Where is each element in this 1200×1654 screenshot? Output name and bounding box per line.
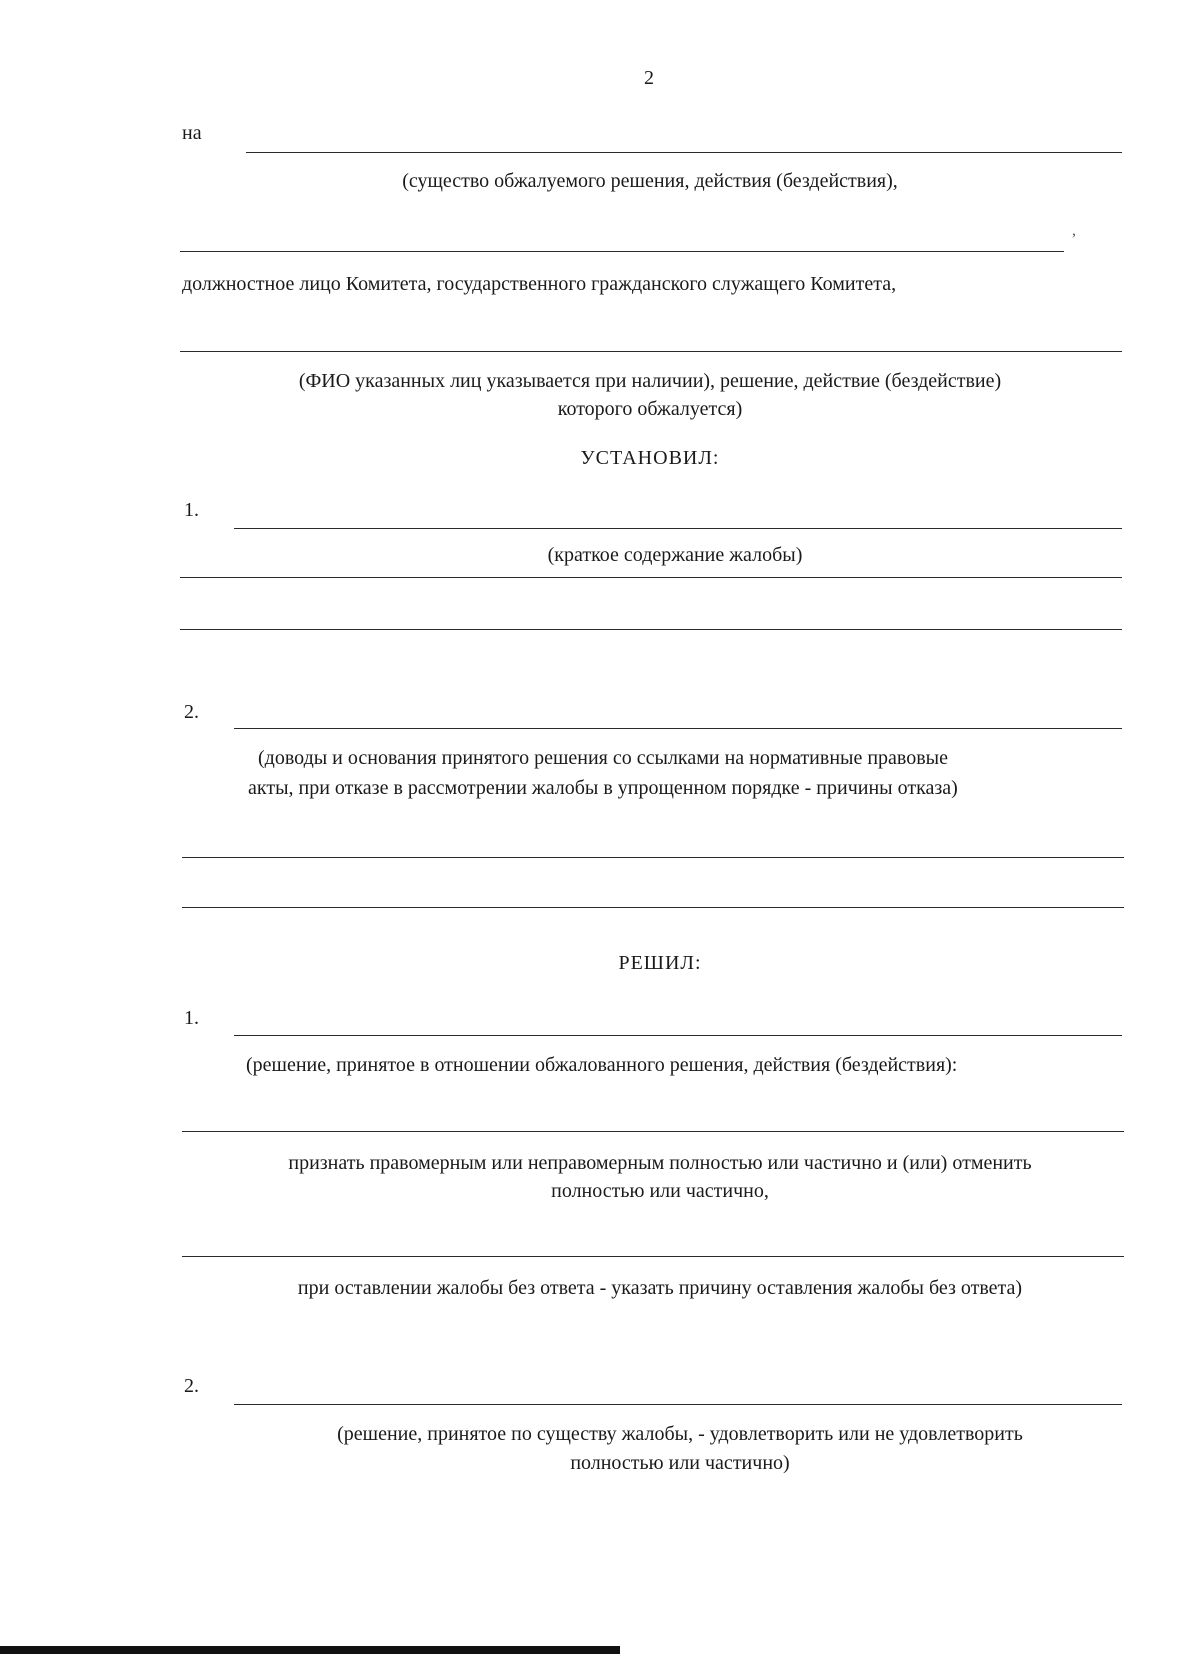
established-heading: УСТАНОВИЛ:	[580, 447, 720, 469]
scan-edge	[0, 1646, 620, 1654]
established-item2-number: 2.	[184, 701, 199, 723]
decided-item1-hint3: при оставлении жалобы без ответа - указать причину оставления жалобы без ответа)	[297, 1277, 1023, 1299]
decided-item1-hint: (решение, принятое в отношении обжалованного решения, действия (бездействия):	[246, 1054, 958, 1076]
decided-item1-line3	[182, 1256, 1124, 1257]
established-item2-line3	[182, 907, 1124, 908]
established-item1-number: 1.	[184, 499, 199, 521]
established-item1-line2	[180, 577, 1122, 578]
established-item2-hint-line1: (доводы и основания принятого решения со ссылками на нормативные правовые	[258, 747, 948, 769]
page-number: 2	[644, 67, 654, 89]
comma-mark: ,	[1072, 222, 1076, 239]
decided-heading: РЕШИЛ:	[618, 952, 702, 974]
subject-line	[246, 152, 1122, 153]
decided-item1-hint2-line2: полностью или частично,	[551, 1180, 769, 1202]
established-item1-line	[234, 528, 1122, 529]
name-hint-line2: которого обжалуется)	[557, 398, 743, 420]
established-item2-line2	[182, 857, 1124, 858]
official-hint: должностное лицо Комитета, государственного гражданского служащего Комитета,	[182, 273, 897, 295]
name-line	[180, 351, 1122, 352]
decided-item2-hint-line2: полностью или частично)	[570, 1452, 790, 1474]
prefix-label: на	[182, 122, 202, 144]
decided-item1-hint2-line1: признать правомерным или неправомерным полностью или частично и (или) отменить	[288, 1152, 1032, 1174]
decided-item2-number: 2.	[184, 1375, 199, 1397]
decided-item1-number: 1.	[184, 1007, 199, 1029]
decided-item2-hint-line1: (решение, принятое по существу жалобы, - удовлетворить или не удовлетворить	[337, 1423, 1023, 1445]
established-item2-hint-line2: акты, при отказе в рассмотрении жалобы в упрощенном порядке - причины отказа)	[248, 777, 958, 799]
name-hint-line1: (ФИО указанных лиц указывается при наличии), решение, действие (бездействие)	[298, 370, 1002, 392]
established-item2-line	[234, 728, 1122, 729]
decided-item1-line	[234, 1035, 1122, 1036]
established-item1-line3	[180, 629, 1122, 630]
subject-hint: (существо обжалуемого решения, действия (бездействия),	[402, 170, 898, 192]
decided-item2-line	[234, 1404, 1122, 1405]
decided-item1-line2	[182, 1131, 1124, 1132]
established-item1-hint: (краткое содержание жалобы)	[547, 544, 803, 566]
official-line	[180, 251, 1064, 252]
